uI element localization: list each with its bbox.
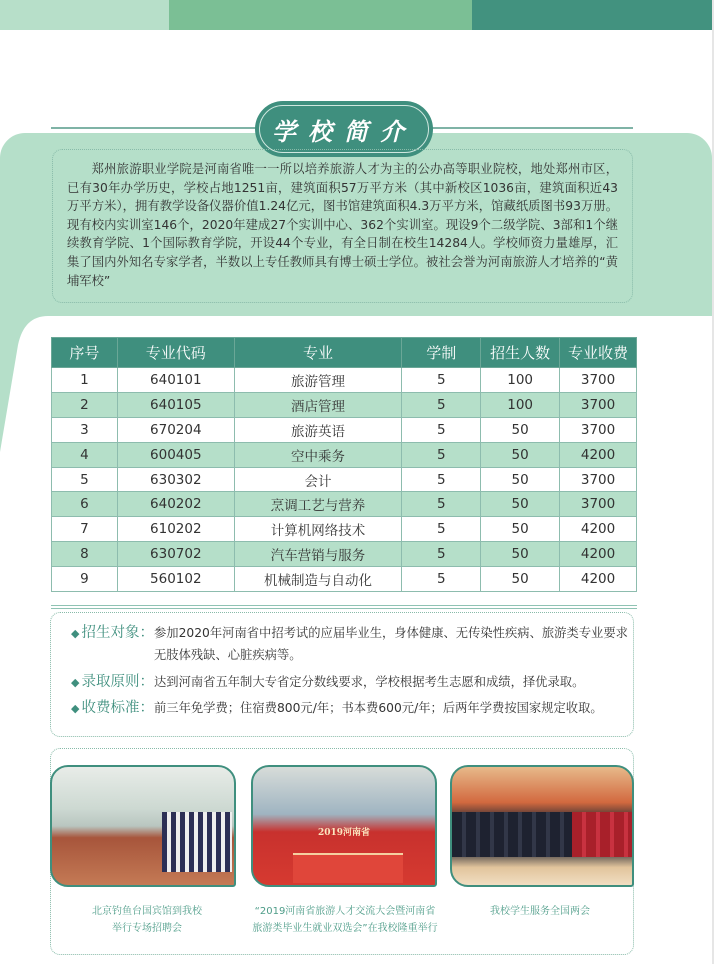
table-cell: 50 [481,467,560,492]
table-cell: 6 [52,492,118,517]
table-cell: 50 [481,442,560,467]
table-cell: 4200 [560,542,637,567]
table-cell: 100 [481,368,560,393]
table-cell: 640101 [117,368,234,393]
table-cell: 酒店管理 [234,392,402,417]
table-cell: 汽车营销与服务 [234,542,402,567]
column-header: 招生人数 [481,338,560,368]
table-cell: 会计 [234,467,402,492]
column-header: 专业代码 [117,338,234,368]
section-title: 学校简介 [272,116,416,146]
table-cell: 670204 [117,417,234,442]
top-bar-segment-dark [472,0,712,30]
table-header-row [52,338,637,368]
table-row [52,442,637,467]
table-row [52,368,637,393]
requirement-text: 前三年免学费；住宿费800元/年；书本费600元/年；后两年学费按国家规定收取。 [153,701,603,715]
table-row [52,467,637,492]
table-cell: 5 [402,442,481,467]
photo-recruitment-fair [50,765,236,887]
table-cell: 640105 [117,392,234,417]
column-header: 序号 [52,338,118,368]
photo-talent-conference [251,765,437,887]
table-cell: 3700 [560,368,637,393]
table-cell: 600405 [117,442,234,467]
table-cell: 7 [52,517,118,542]
table-cell: 630702 [117,542,234,567]
table-row [52,567,637,592]
requirement-label: 招生对象： [81,625,154,641]
table-cell: 5 [402,417,481,442]
table-cell: 50 [481,567,560,592]
table-cell: 4 [52,442,118,467]
table-cell: 3700 [560,392,637,417]
photo-two-sessions [450,765,634,887]
requirement-item [71,671,631,694]
requirement-label: 录取原则： [81,674,154,690]
table-cell: 3700 [560,467,637,492]
requirement-text: 达到河南省五年制大专省定分数线要求，学校根据考生志愿和成绩，择优录取。 [153,675,585,689]
table-cell: 旅游英语 [234,417,402,442]
diamond-icon: ◆ [71,627,80,640]
table-cell: 640202 [117,492,234,517]
table-cell: 5 [402,392,481,417]
photo-banner-text: 2019河南省 [317,828,371,838]
table-cell: 计算机网络技术 [234,517,402,542]
table-row [52,517,637,542]
table-cell: 50 [481,517,560,542]
photo-caption: 北京钓鱼台国宾馆到我校 举行专场招聘会 [92,906,202,934]
table-cell: 烹调工艺与营养 [234,492,402,517]
top-bar-segment-light [0,0,169,30]
table-cell: 50 [481,417,560,442]
table-row [52,542,637,567]
table-cell: 610202 [117,517,234,542]
table-cell: 5 [402,368,481,393]
intro-text: 郑州旅游职业学院是河南省唯一一所以培养旅游人才为主的公办高等职业院校，地处郑州市区，已有30年办学历史，学校占地1251亩，建筑面积57万平方米（其中新校区1036亩，建筑面积近43万平方米），拥有教学设备仪器价值1.24亿元，图书馆建筑面积4.3万平方米，馆藏纸质图书93万册。现有校内实训室146个，2020年建成27个实训中心、362个实训室。现设9个二级学院、3部和1个继续教育学院、1个国际教育学院，开设44个专业，有全日制在校生14284人。学校师资力量雄厚，汇集了国内外知名专家学者，半数以上专任教师具有博士硕士学位。被社会誉为河南旅游人才培养的“黄埔军校” [52,149,633,303]
top-bar-segment-mid [169,0,472,30]
requirements-box [50,612,634,737]
table-cell: 560102 [117,567,234,592]
diamond-icon: ◆ [71,676,80,689]
table-cell: 5 [402,542,481,567]
table-cell: 3700 [560,492,637,517]
table-row [52,492,637,517]
double-divider [51,605,637,609]
column-header: 专业 [234,338,402,368]
table-cell: 9 [52,567,118,592]
table-cell: 5 [402,567,481,592]
table-row [52,392,637,417]
table-cell: 1 [52,368,118,393]
table-cell: 630302 [117,467,234,492]
table-cell: 4200 [560,517,637,542]
table-cell: 50 [481,492,560,517]
requirement-item [71,622,631,666]
column-header: 学制 [402,338,481,368]
column-header: 专业收费 [560,338,637,368]
table-cell: 100 [481,392,560,417]
table-cell: 5 [402,467,481,492]
table-cell: 5 [402,517,481,542]
table-cell: 旅游管理 [234,368,402,393]
table-cell: 5 [52,467,118,492]
diamond-icon: ◆ [71,702,80,715]
requirement-text: 参加2020年河南省中招考试的应届毕业生，身体健康、无传染性疾病、旅游类专业要求无肢体残缺、心脏疾病等。 [153,626,628,662]
table-cell: 3 [52,417,118,442]
table-cell: 5 [402,492,481,517]
photo-caption: “2019河南省旅游人才交流大会暨河南省 旅游类毕业生就业双选会”在我校隆重举行 [252,906,438,934]
majors-table [51,337,637,592]
table-cell: 4200 [560,442,637,467]
requirement-label: 收费标准： [81,700,154,716]
table-cell: 机械制造与自动化 [234,567,402,592]
requirement-item [71,697,631,720]
table-cell: 空中乘务 [234,442,402,467]
table-cell: 8 [52,542,118,567]
table-cell: 50 [481,542,560,567]
table-cell: 2 [52,392,118,417]
photo-caption: 我校学生服务全国两会 [490,906,590,917]
table-cell: 3700 [560,417,637,442]
table-row [52,417,637,442]
table-cell: 4200 [560,567,637,592]
